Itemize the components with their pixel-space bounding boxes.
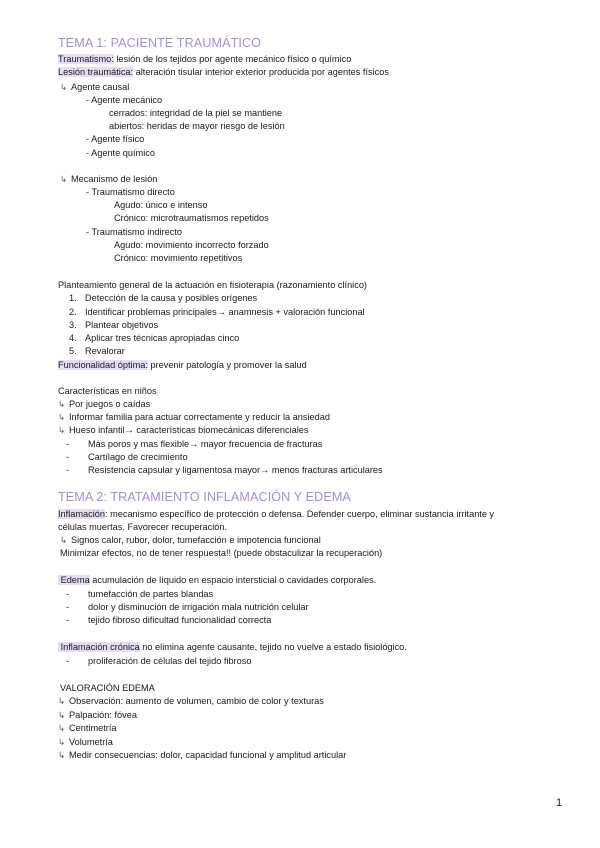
list-item: 1. Detección de la causa y posibles orígenes [69,293,258,303]
edema-item: - tejido fibroso dificultad funcionalidad correcta [66,615,272,625]
abiertos: abiertos: heridas de mayor riesgo de lesión [109,121,285,131]
agente-quimico: - Agente químico [86,148,155,158]
agudo-directo: Agudo: único e intenso [114,200,208,210]
list-item: 3. Plantear objetivos [69,320,159,330]
cronico-directo: Crónico: microtraumatismos repetidos [114,213,269,223]
signos: ↳ Signos calor, rubor, dolor, tumefacción e impotencia funcional [60,535,321,545]
hueso-item: - Más poros y mas flexible→ mayor frecuencia de fracturas [66,439,323,449]
ninos-item: ↳ Hueso infantil→ características biomecánicas diferenciales [58,425,309,435]
funcionalidad-optima: Funcionalidad óptima: prevenir patología y promover la salud [58,360,307,370]
traumatismo-directo: - Traumatismo directo [86,187,175,197]
valoracion-heading: VALORACIÓN EDEMA [60,683,155,693]
tema1-title: TEMA 1: PACIENTE TRAUMÁTICO [58,36,262,50]
ninos-heading: Características en niños [58,386,157,396]
edema-term: Edema [58,575,90,585]
cronica-item: - proliferación de células del tejido fibroso [66,656,252,666]
planteamiento-heading: Planteamiento general de la actuación en fisioterapia (razonamiento clínico) [58,280,367,290]
agudo-indirecto: Agudo: movimiento incorrecto forzado [114,240,269,250]
arrow-icon: ↳ [58,412,66,422]
arrow-icon: ↳ [58,696,66,706]
tema2-title: TEMA 2: TRATAMIENTO INFLAMACIÓN Y EDEMA [58,490,351,504]
hueso-item: - Resistencia capsular y ligamentosa mayor→ menos fracturas articulares [66,465,383,475]
valoracion-item: ↳ Medir consecuencias: dolor, capacidad funcional y amplitud articular [58,750,347,760]
mecanismo-lesion: ↳ Mecanismo de lesión [60,174,158,184]
list-item: 2. Identificar problemas principales→ anamnesis + valoración funcional [69,307,365,317]
valoracion-item: ↳ Volumetría [58,737,113,747]
arrow-icon: ↳ [58,399,66,409]
cronica-term: Inflamación crónica [58,642,140,652]
agente-mecanico: - Agente mecánico [86,95,163,105]
list-item: 4. Aplicar tres técnicas apropiadas cinco [69,333,240,343]
edema-item: - tumefacción de partes blandas [66,589,214,599]
funcionalidad-term: Funcionalidad óptima: [58,360,148,370]
arrow-icon: ↳ [58,737,66,747]
valoracion-item: ↳ Palpación: fóvea [58,710,137,720]
valoracion-item: ↳ Centimetría [58,723,117,733]
lesion-definition: Lesión traumática: alteración tisular interior exterior producida por agentes físicos [58,67,389,77]
arrow-icon: ↳ [58,750,66,760]
traumatismo-definition: Traumatismo: lesión de los tejidos por agente mecánico físico o químico [58,54,352,64]
hueso-item: - Cartílago de crecimiento [66,452,188,462]
agente-fisico: - Agente físico [86,134,145,144]
inflamacion-definition: Inflamación: mecanismo específico de protección o defensa. Defender cuerpo, eliminar sustancia irritante y [58,509,495,519]
inflamacion-cronica: Inflamación crónica no elimina agente causante, tejido no vuelve a estado fisiológico. [58,641,407,653]
ninos-item: ↳ Por juegos o caídas [58,399,151,409]
arrow-icon: ↳ [58,710,66,720]
arrow-icon: ↳ [60,535,68,545]
edema-item: - dolor y disminución de irrigación mala nutrición celular [66,602,309,612]
page-number: 1 [556,797,563,809]
list-item: 5. Revalorar [69,346,125,356]
minimizar: Minimizar efectos, no de tener respuesta!! (puede obstaculizar la recuperación) [60,548,383,558]
lesion-term: Lesión traumática: [58,67,134,77]
arrow-icon: ↳ [60,174,68,184]
inflamacion-definition-cont: células muertas. Favorecer recuperación. [58,522,228,532]
agente-causal: ↳ Agente causal [60,82,130,92]
inflamacion-term: Inflamación [58,509,105,519]
arrow-icon: ↳ [60,82,68,92]
traumatismo-term: Traumatismo: [58,54,114,64]
ninos-item: ↳ Informar familia para actuar correctamente y reducir la ansiedad [58,412,330,422]
cerrados: cerrados: integridad de la piel se mantiene [109,108,283,118]
edema-definition: Edema acumulación de líquido en espacio intersticial o cavidades corporales. [58,574,376,586]
cronico-indirecto: Crónico: movimiento repetitivos [114,253,243,263]
traumatismo-indirecto: - Traumatismo indirecto [86,227,182,237]
arrow-icon: ↳ [58,425,66,435]
valoracion-item: ↳ Observación: aumento de volumen, cambio de color y texturas [58,696,324,706]
arrow-icon: ↳ [58,723,66,733]
